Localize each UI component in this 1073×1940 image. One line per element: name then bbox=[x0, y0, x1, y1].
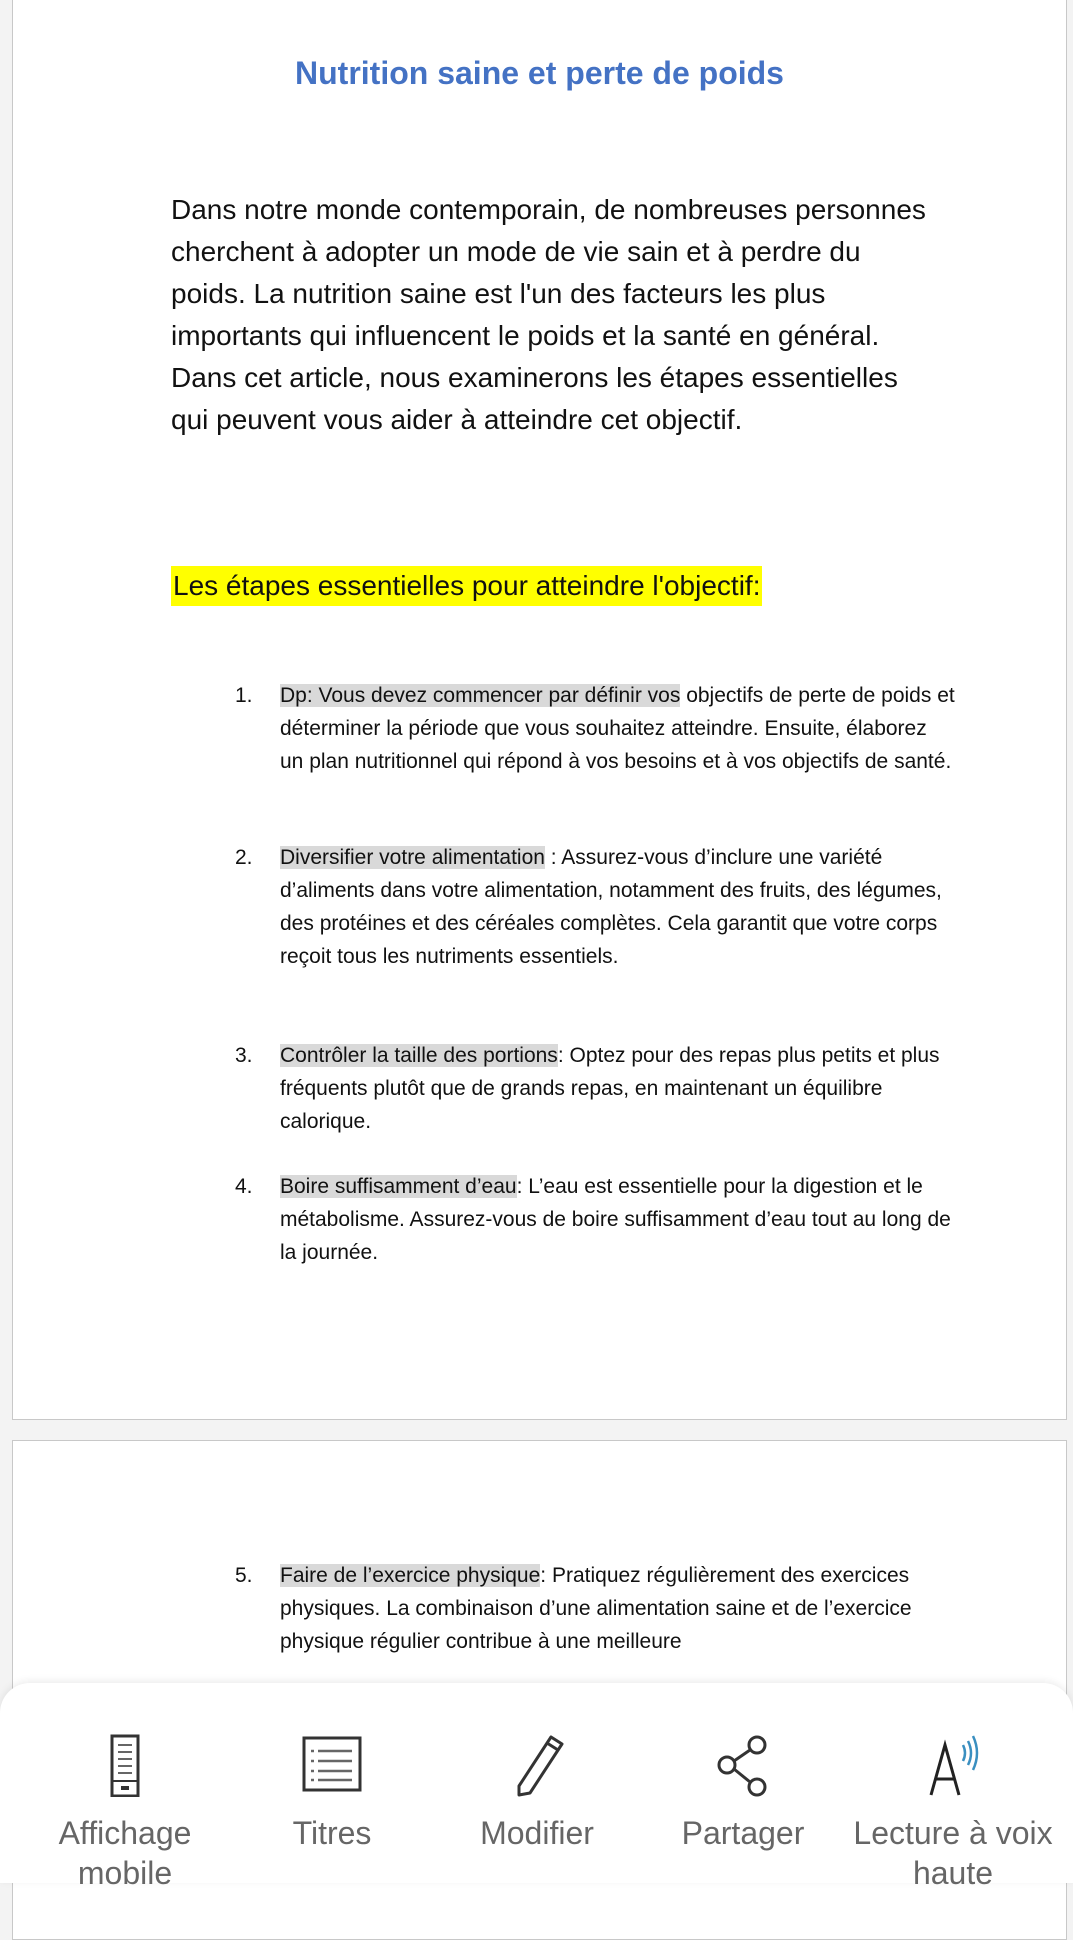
item-text: : L’eau est essentielle pour la digestion et le métabolisme. Assurez-vous de boire suffisamment d’eau tout au long de la journée. bbox=[280, 1175, 951, 1264]
item-text: objectifs de perte de poids et déterminer la période que vous souhaitez atteindre. Ensuite, élaborez un plan nutritionnel qui répond à vos besoins et à vos objectifs de santé. bbox=[280, 684, 955, 773]
pencil-icon bbox=[507, 1733, 567, 1797]
item-title: Boire suffisamment d’eau bbox=[280, 1175, 517, 1198]
read-aloud-button[interactable] bbox=[853, 1683, 1053, 1891]
headings-label: Titres bbox=[292, 1815, 372, 1851]
read-aloud-label: Lecture à voix haute bbox=[853, 1815, 1053, 1891]
intro-paragraph: Dans notre monde contemporain, de nombreuses personnes cherchent à adopter un mode de vie sain et à perdre du poids. La nutrition saine est l'un des facteurs les plus importants qui influencent le poids et la santé en général. Dans cet article, nous examinerons les étapes essentielles qui peuvent vous aider à atteindre cet objectif. bbox=[171, 194, 926, 435]
item-title: Dp: Vous devez commencer par définir vos bbox=[280, 684, 681, 707]
item-number: 3. bbox=[235, 1044, 253, 1067]
item-text: : Optez pour des repas plus petits et plus fréquents plutôt que de grands repas, en maintenant un équilibre calorique. bbox=[280, 1044, 940, 1133]
mobile-view-label: Affichage mobile bbox=[58, 1815, 192, 1891]
item-number: 4. bbox=[235, 1175, 253, 1198]
share-label: Partager bbox=[681, 1815, 805, 1851]
mobile-view-icon bbox=[95, 1733, 155, 1797]
list-item bbox=[235, 841, 955, 973]
item-number: 1. bbox=[235, 684, 253, 707]
mobile-view-button[interactable] bbox=[25, 1683, 225, 1891]
list-item bbox=[235, 679, 955, 778]
list-item bbox=[235, 1170, 955, 1269]
list-item bbox=[235, 1039, 955, 1138]
headings-icon bbox=[302, 1733, 362, 1797]
read-aloud-icon bbox=[923, 1733, 983, 1797]
section-heading: Les étapes essentielles pour atteindre l'objectif: bbox=[171, 566, 762, 606]
item-text: : Pratiquez régulièrement des exercices physiques. La combinaison d’une alimentation saine et de l’exercice physique régulier contribue à une meilleure bbox=[280, 1564, 912, 1653]
share-icon bbox=[713, 1733, 773, 1797]
headings-button[interactable] bbox=[232, 1683, 432, 1883]
item-title: Diversifier votre alimentation bbox=[280, 846, 545, 869]
item-title: Contrôler la taille des portions bbox=[280, 1044, 558, 1067]
document-page-1 bbox=[12, 0, 1067, 1420]
item-number: 2. bbox=[235, 846, 253, 869]
document-title: Nutrition saine et perte de poids bbox=[295, 55, 784, 91]
item-title: Faire de l’exercice physique bbox=[280, 1564, 541, 1587]
edit-label: Modifier bbox=[480, 1815, 594, 1851]
item-text: : Assurez-vous d’inclure une variété d’aliments dans votre alimentation, notamment des fruits, des légumes, des protéines et des céréales complètes. Cela garantit que votre corps reçoit tous les nutriments essentiels. bbox=[280, 846, 942, 968]
edit-button[interactable] bbox=[437, 1683, 637, 1883]
share-button[interactable] bbox=[643, 1683, 843, 1883]
item-number: 5. bbox=[235, 1564, 253, 1587]
list-item bbox=[235, 1559, 955, 1658]
bottom-toolbar bbox=[0, 1683, 1073, 1891]
